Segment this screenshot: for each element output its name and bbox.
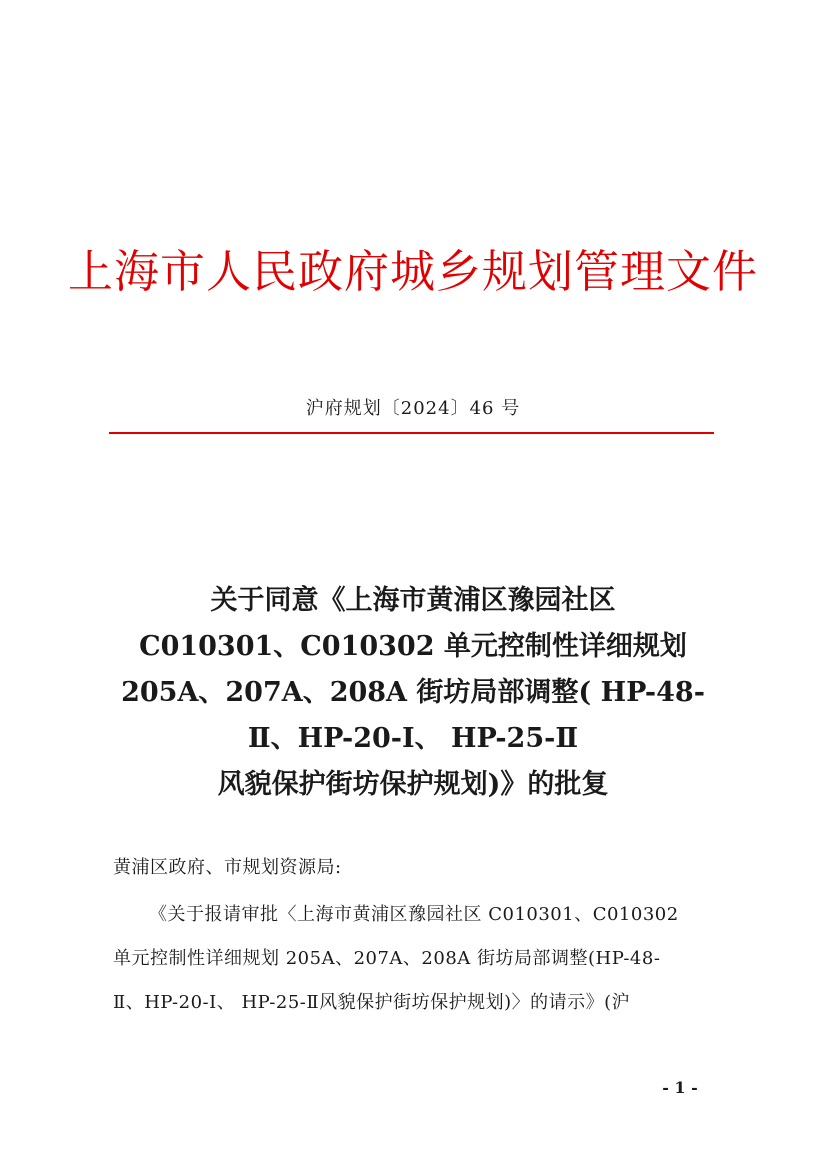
agency-header-title: 上海市人民政府城乡规划管理文件	[67, 245, 758, 298]
body-line: Ⅱ、HP-20-I、 HP-25-Ⅱ风貌保护街坊保护规划)〉的请示》(沪	[113, 992, 631, 1013]
red-divider-line	[109, 432, 714, 434]
title-line: 风貌保护街坊保护规划)》的批复	[217, 769, 609, 800]
title-line: 205A、207A、208A 街坊局部调整( HP-48-	[121, 677, 705, 708]
body-line: 《关于报请审批〈上海市黄浦区豫园社区 C010301、C010302	[149, 904, 679, 925]
page-number: - 1 -	[662, 1078, 698, 1097]
document-title	[60, 578, 766, 808]
title-line: Ⅱ、HP-20-I、 HP-25-Ⅱ	[247, 723, 579, 754]
document-number: 沪府规划〔2024〕46 号	[305, 398, 521, 419]
title-line: 关于同意《上海市黄浦区豫园社区	[210, 585, 616, 616]
body-line: 单元控制性详细规划 205A、207A、208A 街坊局部调整(HP-48-	[113, 948, 661, 969]
addressee: 黄浦区政府、市规划资源局:	[113, 857, 342, 878]
title-line: C010301、C010302 单元控制性详细规划	[139, 631, 687, 662]
